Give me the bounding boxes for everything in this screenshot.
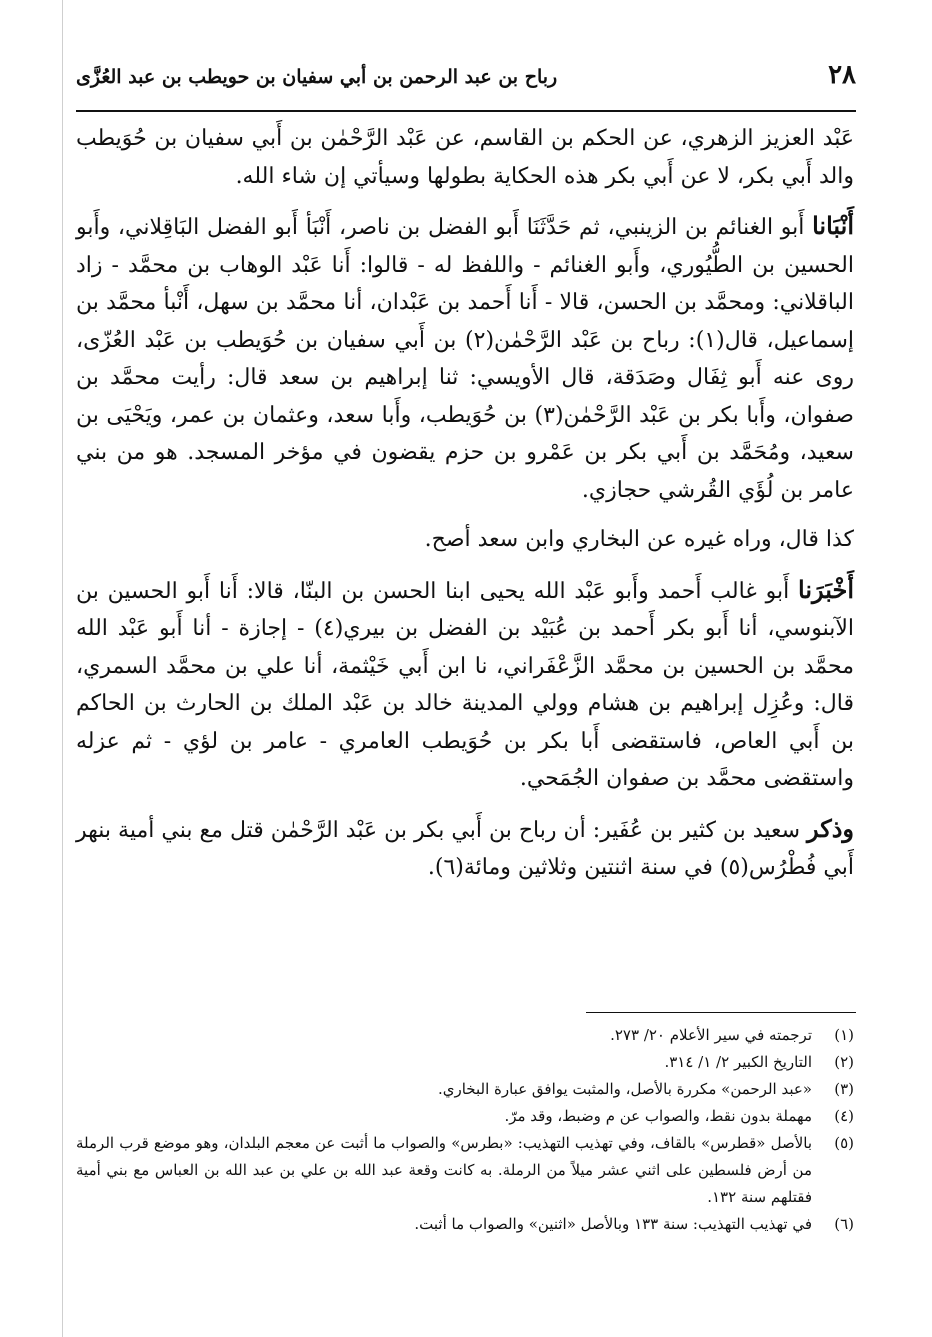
paragraph-2-text: أَبو الغنائم بن الزينبي، ثم حَدَّثَنَا أَبو الفضل بن ناصر، أَنْبَأ أَبو الفضل البَاقِلاني، وأَبو الحسين بن الطُّيُوري، وأَبو الغنائم - واللفظ له - قالوا: أَنا عَبْد الوهاب بن محمَّد - زاد الباقلاني: ومحمَّد بن الحسن، قالا - أَنا أَحمد بن عَبْدان، أنا محمَّد بن سهل، أَنْبأ محمَّد بن إسماعيل، قال(١): رباح بن عَبْد الرَّحْمٰن(٢) بن أَبي سفيان بن حُوَيطب بن عَبْد العُزّى، روى عنه أَبو ثِفَال وصَدَقة، قال الأويسي: ثنا إبراهيم بن سعد قال: رأيت محمَّد بن صفوان، وأَبا بكر بن عَبْد الرَّحْمٰن(٣) بن حُوَيطب، وأَبا سعد، وعثمان بن عمر، ويَحْيَى بن سعيد، ومُحَمَّد بن أَبي بكر بن عَمْرو بن حزم يقضون في مؤخر المسجد. هو من بني عامر بن لُؤَي القُرشي حجازي. [76, 215, 855, 503]
footnote-text: في تهذيب التهذيب: سنة ١٣٣ وبالأصل «اثنين» والصواب ما أثبت. [414, 1215, 812, 1233]
paragraph-3: كذا قال، وراه غيره عن البخاري وابن سعد أصح. [424, 527, 854, 552]
footnote-separator [586, 1012, 856, 1013]
paragraph-2 [76, 207, 854, 509]
scan-edge-line [62, 0, 63, 1337]
footnote [76, 1076, 854, 1103]
header-rule [76, 110, 856, 112]
footnote [76, 1130, 854, 1211]
footnote-text: بالأصل «قطرس» بالقاف، وفي تهذيب التهذيب: «بطرس» والصواب ما أثبت عن معجم البلدان، وهو موضع قرب الرملة من أرض فلسطين على اثني عشر ميلاً من الرملة. به كانت وقعة عبد الله بن علي بن عبد الله بن العباس مع بني أمية فقتلهم سنة ١٣٢. [76, 1134, 812, 1206]
footnote-text: ترجمته في سير الأعلام ٢٠/ ٢٧٣. [610, 1026, 812, 1044]
page-header [76, 60, 856, 100]
footnote-number: (٢) [834, 1053, 854, 1071]
footnote-number: (٦) [834, 1215, 854, 1233]
paragraph-5 [76, 810, 854, 887]
footnote-number: (١) [834, 1026, 854, 1044]
paragraph-1: عَبْد العزيز الزهري، عن الحكم بن القاسم، عن عَبْد الرَّحْمٰن بن أَبي سفيان بن حُوَيطب والد أَبي بكر، لا عن أَبي بكر هذه الحكاية بطولها وسيأتي إن شاء الله. [76, 126, 854, 189]
paragraph-5-text: سعيد بن كثير بن عُفَير: أن رباح بن أَبي بكر بن عَبْد الرَّحْمٰن قتل مع بني أمية بنهر أَبي فُطْرُس(٥) في سنة اثنتين وثلاثين ومائة(٦). [76, 817, 854, 880]
footnote [76, 1103, 854, 1130]
paragraph-5-lead: وذكر [807, 813, 854, 843]
paragraph-4-text: أَبو غالب أَحمد وأَبو عَبْد الله يحيى ابنا الحسن بن البنّا، قالا: أَنا أَبو الحسين بن الآبنوسي، أنا أَبو بكر أَحمد بن عُبَيْد بن الفضل بن بيري(٤) - إجازة - أنا أَبو عَبْد الله محمَّد بن الحسين بن محمَّد الزَّعْفَراني، نا ابن أَبي خَيْثمة، أنا علي بن محمَّد السمري، قال: وعُزِل إبراهيم بن هشام وولي المدينة خالد بن عَبْد الملك بن الحارث بن الحاكم بن أَبي العاص، فاستقضى أَبا بكر بن حُوَيطب العامري - عامر بن لؤي - ثم عزله واستقضى محمَّد بن صفوان الجُمَحي. [76, 578, 854, 791]
footnote [76, 1022, 854, 1049]
page-number: ٢٨ [828, 60, 856, 90]
footnotes [76, 1022, 854, 1238]
footnote-number: (٣) [834, 1080, 854, 1098]
footnote-text: «عبد الرحمن» مكررة بالأصل، والمثبت يوافق عبارة البخاري. [437, 1080, 812, 1098]
footnote-number: (٤) [834, 1107, 854, 1125]
paragraph-2-lead: أَنْبَانا [812, 211, 854, 240]
paragraph-4 [76, 571, 854, 798]
footnote-text: مهملة بدون نقط، والصواب عن م وضبط، وقد مرّ. [504, 1107, 812, 1125]
footnote [76, 1211, 854, 1238]
main-text [76, 120, 854, 887]
paragraph-4-lead: أَخْبَرَنا [798, 574, 854, 604]
footnote [76, 1049, 854, 1076]
footnote-number: (٥) [834, 1134, 854, 1152]
footnote-text: التاريخ الكبير ٢/ ١/ ٣١٤. [664, 1053, 812, 1071]
running-title: رباح بن عبد الرحمن بن أبي سفيان بن حويطب بن عبد العُزَّى [76, 66, 558, 88]
